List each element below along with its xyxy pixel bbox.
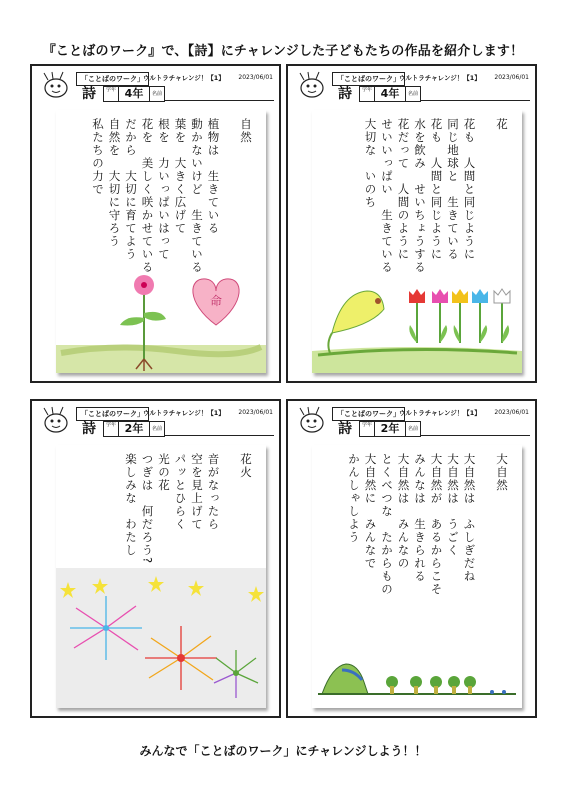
mascot-icon bbox=[294, 70, 328, 100]
poem-paper bbox=[56, 445, 266, 708]
name-field bbox=[420, 86, 530, 101]
card-header bbox=[32, 66, 279, 104]
series-subtitle: ウルトラチャレンジ！【1】 bbox=[399, 409, 481, 417]
poem-line: だから 大切に育てよう bbox=[124, 118, 138, 261]
poem-paper bbox=[312, 110, 522, 373]
name-label: 名前 bbox=[149, 86, 165, 102]
grade-label: 学年 bbox=[103, 86, 119, 102]
poem-card-4 bbox=[286, 399, 537, 718]
name-field bbox=[164, 421, 274, 436]
poem-line: つぎは 何だろう? bbox=[140, 453, 155, 565]
page-headline: 『ことばのワーク』で、【詩】にチャレンジした子どもたちの作品を紹介します！ bbox=[42, 44, 524, 59]
series-subtitle: ウルトラチャレンジ！【1】 bbox=[143, 409, 225, 417]
card-date: 2023/06/01 bbox=[238, 409, 273, 416]
poem-line: 大切な いのち bbox=[363, 118, 378, 209]
poem-text bbox=[346, 453, 511, 623]
poem-line: 花だって 人間のように bbox=[396, 118, 411, 261]
page-footer: みんなで「ことばのワーク」にチャレンジしよう！！ bbox=[139, 744, 427, 758]
name-field bbox=[420, 421, 530, 436]
kind-label: 詩 bbox=[82, 86, 96, 102]
poem-paper bbox=[312, 445, 522, 708]
card-date: 2023/06/01 bbox=[494, 74, 529, 81]
flower-heart-drawing bbox=[56, 273, 266, 373]
poem-line: 大自然は みんなの bbox=[396, 453, 411, 570]
poem-line: 大自然は ふしぎだね bbox=[462, 453, 477, 583]
poem-card-2 bbox=[286, 64, 537, 383]
kind-label: 詩 bbox=[338, 86, 352, 102]
poem-line: 水を飲み せいちょうする bbox=[413, 118, 427, 274]
poem-line: 大自然に みんなで bbox=[363, 453, 378, 570]
poem-line: 葉を 大きく広げて bbox=[173, 118, 188, 235]
poem-line: みんなは 生きられる bbox=[413, 453, 427, 583]
grade-label: 学年 bbox=[359, 421, 375, 437]
series-label: 「ことばのワーク」 bbox=[332, 407, 405, 421]
poem-line: 植物は 生きている bbox=[206, 118, 221, 235]
grade-label: 学年 bbox=[103, 421, 119, 437]
grade-value: 4年 bbox=[374, 86, 406, 102]
series-label: 「ことばのワーク」 bbox=[76, 72, 149, 86]
poem-line: 自然を 大切に守ろう bbox=[107, 118, 122, 248]
poem-text bbox=[90, 118, 255, 288]
poem-line: 空を見上げて bbox=[190, 453, 204, 531]
poem-title: 自然 bbox=[239, 118, 253, 144]
name-field bbox=[164, 86, 274, 101]
poem-title: 花 bbox=[495, 118, 509, 131]
poem-line: かんしゃしよう bbox=[347, 453, 361, 544]
card-header bbox=[288, 66, 535, 104]
poem-card-3 bbox=[30, 399, 281, 718]
heart-label: 命 bbox=[209, 294, 223, 308]
poem-line: 楽しみな わたし bbox=[124, 453, 138, 557]
series-subtitle: ウルトラチャレンジ！【1】 bbox=[143, 74, 225, 82]
poem-line: 動かないけど 生きている bbox=[190, 118, 204, 274]
poem-line: 大自然は うごく bbox=[446, 453, 460, 557]
mascot-icon bbox=[38, 405, 72, 435]
card-date: 2023/06/01 bbox=[494, 409, 529, 416]
card-header bbox=[288, 401, 535, 439]
poem-line: 同じ地球と 生きている bbox=[446, 118, 460, 261]
poem-title: 大自然 bbox=[495, 453, 509, 492]
poem-line: 音がなったら bbox=[206, 453, 221, 531]
series-label: 「ことばのワーク」 bbox=[332, 72, 405, 86]
poem-line: 花も 人間と同じように bbox=[462, 118, 477, 261]
poem-text bbox=[362, 118, 510, 288]
card-header bbox=[32, 401, 279, 439]
poem-line: パッとひらく bbox=[173, 453, 188, 531]
kind-label: 詩 bbox=[82, 421, 96, 437]
poem-line: とくべつな たからもの bbox=[380, 453, 394, 596]
series-subtitle: ウルトラチャレンジ！【1】 bbox=[399, 74, 481, 82]
grade-value: 2年 bbox=[118, 421, 150, 437]
poem-line: 光の花 bbox=[157, 453, 171, 492]
mascot-icon bbox=[38, 70, 72, 100]
poem-line: 根を 力いっぱいはって bbox=[157, 118, 171, 261]
card-date: 2023/06/01 bbox=[238, 74, 273, 81]
poem-line: 私たちの力で bbox=[91, 118, 105, 196]
leaf-tulips-drawing bbox=[312, 273, 522, 373]
poem-card-1 bbox=[30, 64, 281, 383]
poem-title: 花火 bbox=[239, 453, 253, 479]
kind-label: 詩 bbox=[338, 421, 352, 437]
poem-line: 花も 人間と同じように bbox=[429, 118, 444, 261]
grade-label: 学年 bbox=[359, 86, 375, 102]
grade-value: 4年 bbox=[118, 86, 150, 102]
mountain-trees-drawing bbox=[312, 648, 522, 708]
fireworks-drawing bbox=[56, 558, 266, 708]
mascot-icon bbox=[294, 405, 328, 435]
grade-value: 2年 bbox=[374, 421, 406, 437]
name-label: 名前 bbox=[405, 86, 421, 102]
series-label: 「ことばのワーク」 bbox=[76, 407, 149, 421]
poem-line: 花を 美しく咲かせている bbox=[140, 118, 155, 274]
poem-paper bbox=[56, 110, 266, 373]
poem-line: せいいっぱい 生きている bbox=[380, 118, 394, 274]
poem-line: 大自然が あるからこそ bbox=[429, 453, 444, 596]
name-label: 名前 bbox=[149, 421, 165, 437]
name-label: 名前 bbox=[405, 421, 421, 437]
